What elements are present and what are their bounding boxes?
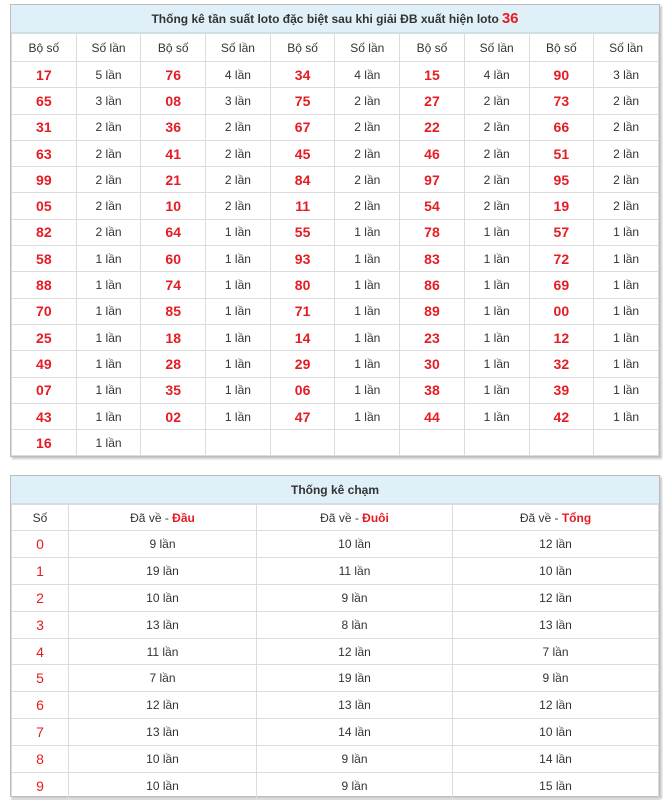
frequency-row [12, 272, 659, 298]
loto-number: 82 [12, 219, 77, 245]
loto-number: 76 [141, 62, 206, 88]
loto-count: 1 lần [594, 246, 659, 272]
touch-row [12, 638, 659, 665]
header-so-lan: Số lần [464, 34, 529, 62]
loto-number: 88 [12, 272, 77, 298]
loto-number: 72 [529, 246, 594, 272]
touch-header-tong-label: Tổng [561, 510, 592, 525]
loto-count: 1 lần [464, 351, 529, 377]
touch-row [12, 746, 659, 773]
loto-number: 69 [529, 272, 594, 298]
loto-count: 2 lần [594, 167, 659, 193]
loto-count: 2 lần [335, 140, 400, 166]
loto-number: 17 [12, 62, 77, 88]
loto-count: 3 lần [594, 62, 659, 88]
frequency-row [12, 324, 659, 350]
loto-number: 84 [270, 167, 335, 193]
touch-duoi-count: 8 lần [257, 611, 453, 638]
touch-digit: 5 [12, 665, 69, 692]
loto-number: 66 [529, 114, 594, 140]
loto-count: 2 lần [76, 193, 141, 219]
loto-count: 1 lần [335, 324, 400, 350]
loto-count: 1 lần [206, 403, 271, 429]
loto-count: 1 lần [335, 246, 400, 272]
touch-tong-count: 12 lần [453, 692, 659, 719]
touch-tong-count: 14 lần [453, 746, 659, 773]
loto-number: 27 [400, 88, 465, 114]
loto-count: 2 lần [464, 140, 529, 166]
loto-number: 80 [270, 272, 335, 298]
loto-count: 4 lần [206, 62, 271, 88]
loto-count: 2 lần [594, 88, 659, 114]
frequency-row [12, 219, 659, 245]
header-bo-so: Bộ số [141, 34, 206, 62]
loto-count: 1 lần [335, 403, 400, 429]
touch-duoi-count: 14 lần [257, 719, 453, 746]
loto-count: 2 lần [594, 114, 659, 140]
frequency-title-bar [11, 5, 659, 33]
touch-header-prefix: Đã về - [320, 510, 359, 525]
loto-number: 12 [529, 324, 594, 350]
touch-digit: 7 [12, 719, 69, 746]
loto-number: 93 [270, 246, 335, 272]
touch-row [12, 665, 659, 692]
loto-count: 1 lần [76, 272, 141, 298]
loto-count: 1 lần [76, 430, 141, 456]
loto-number: 83 [400, 246, 465, 272]
loto-number [400, 430, 465, 456]
loto-count: 2 lần [464, 114, 529, 140]
touch-dau-count: 19 lần [69, 557, 257, 584]
loto-count: 2 lần [464, 167, 529, 193]
loto-number: 67 [270, 114, 335, 140]
touch-header-dau [69, 505, 257, 531]
loto-count: 2 lần [335, 193, 400, 219]
loto-count: 1 lần [206, 272, 271, 298]
frequency-row [12, 114, 659, 140]
header-bo-so: Bộ số [12, 34, 77, 62]
loto-number: 86 [400, 272, 465, 298]
touch-table [11, 504, 659, 800]
header-so-lan: Số lần [76, 34, 141, 62]
loto-number: 60 [141, 246, 206, 272]
touch-row [12, 692, 659, 719]
loto-number: 65 [12, 88, 77, 114]
loto-number: 85 [141, 298, 206, 324]
loto-count: 1 lần [594, 298, 659, 324]
loto-count: 1 lần [206, 219, 271, 245]
touch-digit: 1 [12, 557, 69, 584]
loto-count [464, 430, 529, 456]
loto-number: 38 [400, 377, 465, 403]
touch-duoi-count: 10 lần [257, 531, 453, 558]
touch-row [12, 557, 659, 584]
loto-count: 2 lần [594, 140, 659, 166]
loto-number: 41 [141, 140, 206, 166]
touch-header-dau-label: Đầu [172, 510, 195, 525]
loto-number: 32 [529, 351, 594, 377]
loto-number: 42 [529, 403, 594, 429]
loto-number: 14 [270, 324, 335, 350]
touch-header-duoi-label: Đuôi [362, 510, 389, 525]
loto-number: 73 [529, 88, 594, 114]
frequency-panel [10, 4, 660, 457]
touch-panel [10, 475, 660, 797]
loto-count: 2 lần [335, 167, 400, 193]
loto-count: 4 lần [464, 62, 529, 88]
touch-duoi-count: 13 lần [257, 692, 453, 719]
loto-number: 28 [141, 351, 206, 377]
frequency-row [12, 140, 659, 166]
loto-count: 2 lần [335, 114, 400, 140]
loto-number: 10 [141, 193, 206, 219]
loto-number: 07 [12, 377, 77, 403]
header-so-lan: Số lần [335, 34, 400, 62]
touch-title-bar [11, 476, 659, 504]
loto-number: 54 [400, 193, 465, 219]
frequency-title-number: 36 [501, 10, 519, 27]
loto-number: 15 [400, 62, 465, 88]
loto-number: 23 [400, 324, 465, 350]
touch-title: Thống kê chạm [290, 482, 379, 497]
loto-number: 63 [12, 140, 77, 166]
loto-count [335, 430, 400, 456]
loto-number: 70 [12, 298, 77, 324]
touch-tong-count: 13 lần [453, 611, 659, 638]
touch-header-prefix: Đã về - [130, 510, 169, 525]
touch-tong-count: 12 lần [453, 531, 659, 558]
loto-count: 1 lần [206, 377, 271, 403]
loto-count: 1 lần [594, 351, 659, 377]
loto-count: 2 lần [206, 114, 271, 140]
header-bo-so: Bộ số [400, 34, 465, 62]
loto-count: 1 lần [335, 219, 400, 245]
loto-count: 1 lần [76, 324, 141, 350]
loto-number: 16 [12, 430, 77, 456]
loto-number: 44 [400, 403, 465, 429]
loto-count: 1 lần [76, 298, 141, 324]
loto-count: 1 lần [76, 351, 141, 377]
loto-number: 75 [270, 88, 335, 114]
touch-tong-count: 12 lần [453, 584, 659, 611]
frequency-row [12, 377, 659, 403]
loto-count: 1 lần [464, 246, 529, 272]
touch-duoi-count: 11 lần [257, 557, 453, 584]
loto-number: 78 [400, 219, 465, 245]
touch-dau-count: 10 lần [69, 584, 257, 611]
frequency-row [12, 88, 659, 114]
loto-number: 06 [270, 377, 335, 403]
loto-count: 2 lần [464, 88, 529, 114]
touch-dau-count: 11 lần [69, 638, 257, 665]
loto-number: 29 [270, 351, 335, 377]
loto-count: 2 lần [206, 193, 271, 219]
loto-number: 22 [400, 114, 465, 140]
header-so-lan: Số lần [594, 34, 659, 62]
frequency-table [11, 33, 659, 456]
loto-number: 45 [270, 140, 335, 166]
touch-duoi-count: 9 lần [257, 746, 453, 773]
loto-count: 2 lần [76, 219, 141, 245]
loto-count: 1 lần [335, 298, 400, 324]
touch-header-so: Số [12, 505, 69, 531]
frequency-row [12, 351, 659, 377]
loto-number: 19 [529, 193, 594, 219]
touch-row [12, 773, 659, 800]
loto-number: 18 [141, 324, 206, 350]
touch-tong-count: 10 lần [453, 557, 659, 584]
loto-count: 2 lần [76, 167, 141, 193]
loto-count: 2 lần [76, 114, 141, 140]
loto-count [594, 430, 659, 456]
touch-dau-count: 9 lần [69, 531, 257, 558]
loto-number: 35 [141, 377, 206, 403]
touch-tong-count: 7 lần [453, 638, 659, 665]
loto-number: 97 [400, 167, 465, 193]
frequency-row [12, 62, 659, 88]
loto-count: 1 lần [464, 324, 529, 350]
touch-dau-count: 12 lần [69, 692, 257, 719]
touch-digit: 4 [12, 638, 69, 665]
frequency-row [12, 403, 659, 429]
loto-number: 46 [400, 140, 465, 166]
touch-tong-count: 15 lần [453, 773, 659, 800]
touch-header-tong [453, 505, 659, 531]
loto-number: 55 [270, 219, 335, 245]
frequency-title: Thống kê tần suất loto đặc biệt sau khi giải ĐB xuất hiện loto [151, 11, 499, 26]
frequency-row [12, 167, 659, 193]
loto-number: 34 [270, 62, 335, 88]
loto-number [270, 430, 335, 456]
touch-row [12, 611, 659, 638]
touch-digit: 0 [12, 531, 69, 558]
loto-count: 4 lần [335, 62, 400, 88]
loto-count: 1 lần [464, 272, 529, 298]
loto-count: 5 lần [76, 62, 141, 88]
frequency-header-row [12, 34, 659, 62]
loto-count: 2 lần [335, 88, 400, 114]
loto-number: 43 [12, 403, 77, 429]
loto-number: 58 [12, 246, 77, 272]
loto-number: 36 [141, 114, 206, 140]
loto-number: 71 [270, 298, 335, 324]
loto-number: 00 [529, 298, 594, 324]
loto-number: 08 [141, 88, 206, 114]
loto-count: 1 lần [206, 324, 271, 350]
header-so-lan: Số lần [206, 34, 271, 62]
touch-tong-count: 9 lần [453, 665, 659, 692]
touch-duoi-count: 9 lần [257, 773, 453, 800]
loto-count: 2 lần [206, 140, 271, 166]
loto-number: 99 [12, 167, 77, 193]
loto-count: 1 lần [335, 351, 400, 377]
frequency-row [12, 430, 659, 456]
touch-dau-count: 10 lần [69, 746, 257, 773]
loto-count: 1 lần [206, 246, 271, 272]
loto-number [141, 430, 206, 456]
loto-count: 2 lần [594, 193, 659, 219]
loto-count: 1 lần [335, 272, 400, 298]
frequency-row [12, 193, 659, 219]
touch-dau-count: 13 lần [69, 611, 257, 638]
loto-count: 1 lần [464, 377, 529, 403]
touch-digit: 8 [12, 746, 69, 773]
loto-number: 49 [12, 351, 77, 377]
loto-number: 31 [12, 114, 77, 140]
touch-dau-count: 7 lần [69, 665, 257, 692]
frequency-row [12, 246, 659, 272]
loto-number: 64 [141, 219, 206, 245]
loto-count: 1 lần [594, 219, 659, 245]
touch-row [12, 719, 659, 746]
loto-count: 1 lần [76, 403, 141, 429]
loto-count: 2 lần [464, 193, 529, 219]
loto-count: 2 lần [206, 167, 271, 193]
loto-count: 3 lần [76, 88, 141, 114]
loto-count: 1 lần [594, 403, 659, 429]
touch-dau-count: 10 lần [69, 773, 257, 800]
loto-count [206, 430, 271, 456]
loto-number: 39 [529, 377, 594, 403]
header-bo-so: Bộ số [529, 34, 594, 62]
loto-number: 25 [12, 324, 77, 350]
touch-duoi-count: 12 lần [257, 638, 453, 665]
loto-count: 1 lần [206, 351, 271, 377]
loto-count: 1 lần [594, 272, 659, 298]
loto-count: 1 lần [206, 298, 271, 324]
touch-digit: 3 [12, 611, 69, 638]
touch-digit: 2 [12, 584, 69, 611]
loto-number: 51 [529, 140, 594, 166]
loto-number: 95 [529, 167, 594, 193]
touch-header-prefix: Đã về - [519, 510, 559, 525]
loto-count: 3 lần [206, 88, 271, 114]
loto-count: 1 lần [594, 324, 659, 350]
touch-header-row [12, 505, 659, 531]
loto-number: 21 [141, 167, 206, 193]
loto-number [529, 430, 594, 456]
loto-count: 1 lần [335, 377, 400, 403]
touch-duoi-count: 19 lần [257, 665, 453, 692]
loto-number: 89 [400, 298, 465, 324]
loto-number: 11 [270, 193, 335, 219]
touch-digit: 9 [12, 773, 69, 800]
loto-count: 1 lần [76, 246, 141, 272]
touch-header-duoi [257, 505, 453, 531]
loto-count: 2 lần [76, 140, 141, 166]
loto-number: 02 [141, 403, 206, 429]
touch-tong-count: 10 lần [453, 719, 659, 746]
loto-count: 1 lần [594, 377, 659, 403]
loto-number: 05 [12, 193, 77, 219]
touch-row [12, 531, 659, 558]
loto-number: 30 [400, 351, 465, 377]
loto-count: 1 lần [464, 219, 529, 245]
touch-dau-count: 13 lần [69, 719, 257, 746]
loto-number: 74 [141, 272, 206, 298]
loto-count: 1 lần [76, 377, 141, 403]
loto-number: 57 [529, 219, 594, 245]
touch-duoi-count: 9 lần [257, 584, 453, 611]
touch-row [12, 584, 659, 611]
loto-number: 90 [529, 62, 594, 88]
header-bo-so: Bộ số [270, 34, 335, 62]
loto-count: 1 lần [464, 403, 529, 429]
loto-count: 1 lần [464, 298, 529, 324]
touch-digit: 6 [12, 692, 69, 719]
frequency-row [12, 298, 659, 324]
loto-number: 47 [270, 403, 335, 429]
